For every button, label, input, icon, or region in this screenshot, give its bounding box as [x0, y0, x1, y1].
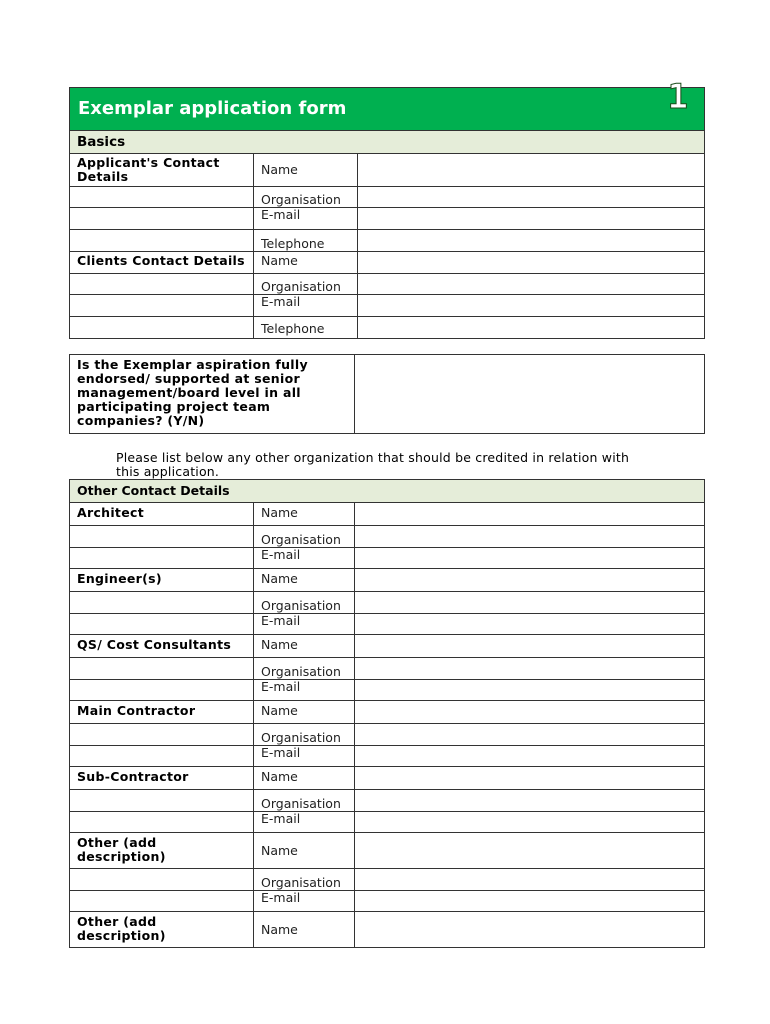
form-number: 1: [667, 77, 689, 117]
contact-group-label: QS/ Cost Consultants: [70, 635, 254, 658]
blank-cell: [70, 746, 254, 767]
blank-cell: [70, 230, 254, 252]
blank-cell: [70, 295, 254, 317]
blank-cell: [70, 274, 254, 295]
field-label: E-mail: [254, 295, 358, 317]
form-title: Exemplar application form: [78, 98, 347, 119]
contact-group-label: Other (add description): [70, 912, 254, 948]
field-label: Telephone: [254, 230, 358, 252]
engineer-name-input[interactable]: [355, 569, 705, 592]
applicant-organisation-input[interactable]: [358, 187, 705, 208]
field-label: E-mail: [254, 812, 355, 833]
contact-group-label: Architect: [70, 503, 254, 526]
engineer-organisation-input[interactable]: [355, 592, 705, 614]
field-label: Name: [254, 635, 355, 658]
clients-email-input[interactable]: [358, 295, 705, 317]
field-label: E-mail: [254, 891, 355, 912]
sub-contractor-name-input[interactable]: [355, 767, 705, 790]
applicant-telephone-input[interactable]: [358, 230, 705, 252]
endorsement-question: Is the Exemplar aspiration fully endorsed/ supported at senior management/board level in all participating project team companies? (Y/N): [70, 355, 355, 434]
field-label: Name: [254, 833, 355, 869]
field-label: Organisation: [254, 658, 355, 680]
qs-email-input[interactable]: [355, 680, 705, 701]
field-label: Name: [254, 767, 355, 790]
applicant-contact-label: Applicant's Contact Details: [70, 154, 254, 187]
field-label: Organisation: [254, 274, 358, 295]
other2-name-input[interactable]: [355, 912, 705, 948]
field-label: E-mail: [254, 614, 355, 635]
applicant-email-input[interactable]: [358, 208, 705, 230]
blank-cell: [70, 724, 254, 746]
other1-email-input[interactable]: [355, 891, 705, 912]
field-label: Organisation: [254, 526, 355, 548]
other1-organisation-input[interactable]: [355, 869, 705, 891]
other-contacts-section-title: Other Contact Details: [70, 480, 705, 503]
architect-organisation-input[interactable]: [355, 526, 705, 548]
architect-name-input[interactable]: [355, 503, 705, 526]
clients-telephone-input[interactable]: [358, 317, 705, 339]
architect-email-input[interactable]: [355, 548, 705, 569]
applicant-name-input[interactable]: [358, 154, 705, 187]
field-label: E-mail: [254, 208, 358, 230]
blank-cell: [70, 548, 254, 569]
field-label: Organisation: [254, 592, 355, 614]
engineer-email-input[interactable]: [355, 614, 705, 635]
field-label: Name: [254, 154, 358, 187]
blank-cell: [70, 869, 254, 891]
contact-group-label: Other (add description): [70, 833, 254, 869]
field-label: Organisation: [254, 790, 355, 812]
blank-cell: [70, 812, 254, 833]
field-label: Telephone: [254, 317, 358, 339]
endorsement-table: [69, 354, 705, 434]
blank-cell: [70, 614, 254, 635]
basics-table: [69, 77, 705, 339]
field-label: Name: [254, 912, 355, 948]
blank-cell: [70, 891, 254, 912]
field-label: Organisation: [254, 724, 355, 746]
field-label: Name: [254, 701, 355, 724]
clients-name-input[interactable]: [358, 252, 705, 274]
field-label: E-mail: [254, 548, 355, 569]
sub-contractor-email-input[interactable]: [355, 812, 705, 833]
blank-cell: [70, 317, 254, 339]
field-label: E-mail: [254, 746, 355, 767]
contact-group-label: Main Contractor: [70, 701, 254, 724]
field-label: Organisation: [254, 187, 358, 208]
endorsement-answer-input[interactable]: [355, 355, 705, 434]
other-contacts-table: [69, 479, 705, 948]
instruction-text: Please list below any other organization that should be credited in relation with this application.: [116, 450, 630, 479]
field-label: Name: [254, 252, 358, 274]
clients-contact-label: Clients Contact Details: [70, 252, 254, 274]
main-contractor-name-input[interactable]: [355, 701, 705, 724]
qs-organisation-input[interactable]: [355, 658, 705, 680]
main-contractor-email-input[interactable]: [355, 746, 705, 767]
blank-cell: [70, 526, 254, 548]
field-label: Organisation: [254, 869, 355, 891]
blank-cell: [70, 208, 254, 230]
contact-group-label: Sub-Contractor: [70, 767, 254, 790]
blank-cell: [70, 790, 254, 812]
qs-name-input[interactable]: [355, 635, 705, 658]
contact-group-label: Engineer(s): [70, 569, 254, 592]
other1-name-input[interactable]: [355, 833, 705, 869]
blank-cell: [70, 658, 254, 680]
main-contractor-organisation-input[interactable]: [355, 724, 705, 746]
sub-contractor-organisation-input[interactable]: [355, 790, 705, 812]
field-label: Name: [254, 569, 355, 592]
blank-cell: [70, 187, 254, 208]
blank-cell: [70, 680, 254, 701]
form-header: [70, 77, 705, 131]
field-label: E-mail: [254, 680, 355, 701]
blank-cell: [70, 592, 254, 614]
clients-organisation-input[interactable]: [358, 274, 705, 295]
basics-section-title: Basics: [70, 131, 705, 154]
field-label: Name: [254, 503, 355, 526]
